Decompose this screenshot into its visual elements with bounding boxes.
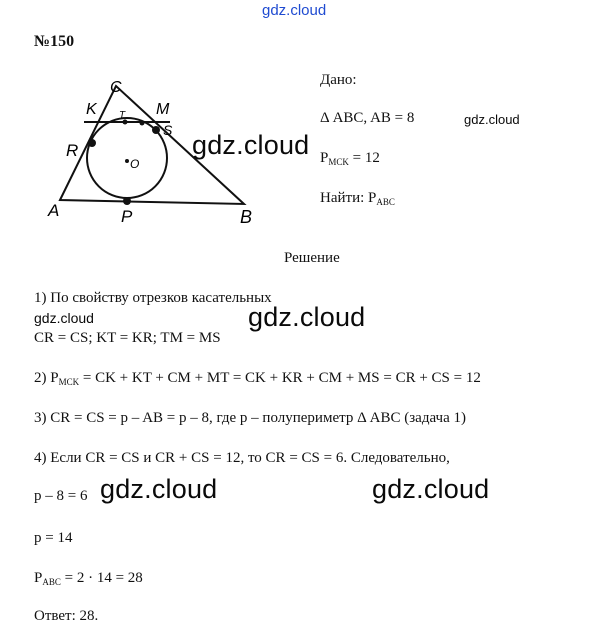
point-p <box>123 197 131 205</box>
watermark-figure: gdz.cloud <box>192 130 310 160</box>
watermark-bottom-right: gdz.cloud <box>372 474 490 504</box>
label-o: O <box>130 157 140 171</box>
label-m: M <box>156 101 170 118</box>
point-r <box>88 139 96 147</box>
label-b: B <box>240 207 253 227</box>
point-s <box>152 126 160 134</box>
label-r: R <box>66 141 79 160</box>
step-6: p = 14 <box>34 530 73 546</box>
label-t: T <box>119 110 126 121</box>
label-s: S <box>163 122 173 138</box>
label-k: K <box>86 101 97 118</box>
step-1b: CR = CS; KT = KR; TM = MS <box>34 330 221 346</box>
watermark-top: gdz.cloud <box>262 2 327 19</box>
step-4: 4) Если CR = CS и CR + CS = 12, то CR = CS = 6. Следовательно, <box>34 450 450 466</box>
step-2: 2) $P_{MCK}$ = CK + KT + CM + MT = CK + KR + CM + MS = CR + CS = 12 <box>34 370 481 387</box>
answer: Ответ: 28. <box>34 608 99 624</box>
find-line: Найти: $P_{ABC}$ <box>320 190 395 207</box>
step-1: 1) По свойству отрезков касательных <box>34 290 272 306</box>
label-a: A <box>48 201 60 220</box>
watermark-small-right: gdz.cloud <box>464 112 520 127</box>
watermark-mid: gdz.cloud <box>248 302 366 332</box>
label-c: C <box>110 79 122 96</box>
solution-title: Решение <box>284 250 340 266</box>
given-title: Дано: <box>320 72 357 88</box>
point-o <box>125 159 129 163</box>
problem-number: №150 <box>34 33 75 50</box>
step-3: 3) CR = CS = p – AB = p – 8, где p – полупериметр Δ ABC (задача 1) <box>34 410 466 426</box>
given-line-1: Δ ABC, AB = 8 <box>320 110 415 126</box>
label-p: P <box>121 207 133 226</box>
step-7: $P_{ABC} = 2 \cdot 14 = 28$ <box>34 570 143 587</box>
watermark-small-left: gdz.cloud <box>34 310 94 326</box>
step-5: p – 8 = 6 <box>34 488 88 504</box>
watermark-bottom-left: gdz.cloud <box>100 474 218 504</box>
given-line-2: $P_{MCK} = 12$ <box>320 150 380 167</box>
point-m-dot <box>140 121 145 126</box>
